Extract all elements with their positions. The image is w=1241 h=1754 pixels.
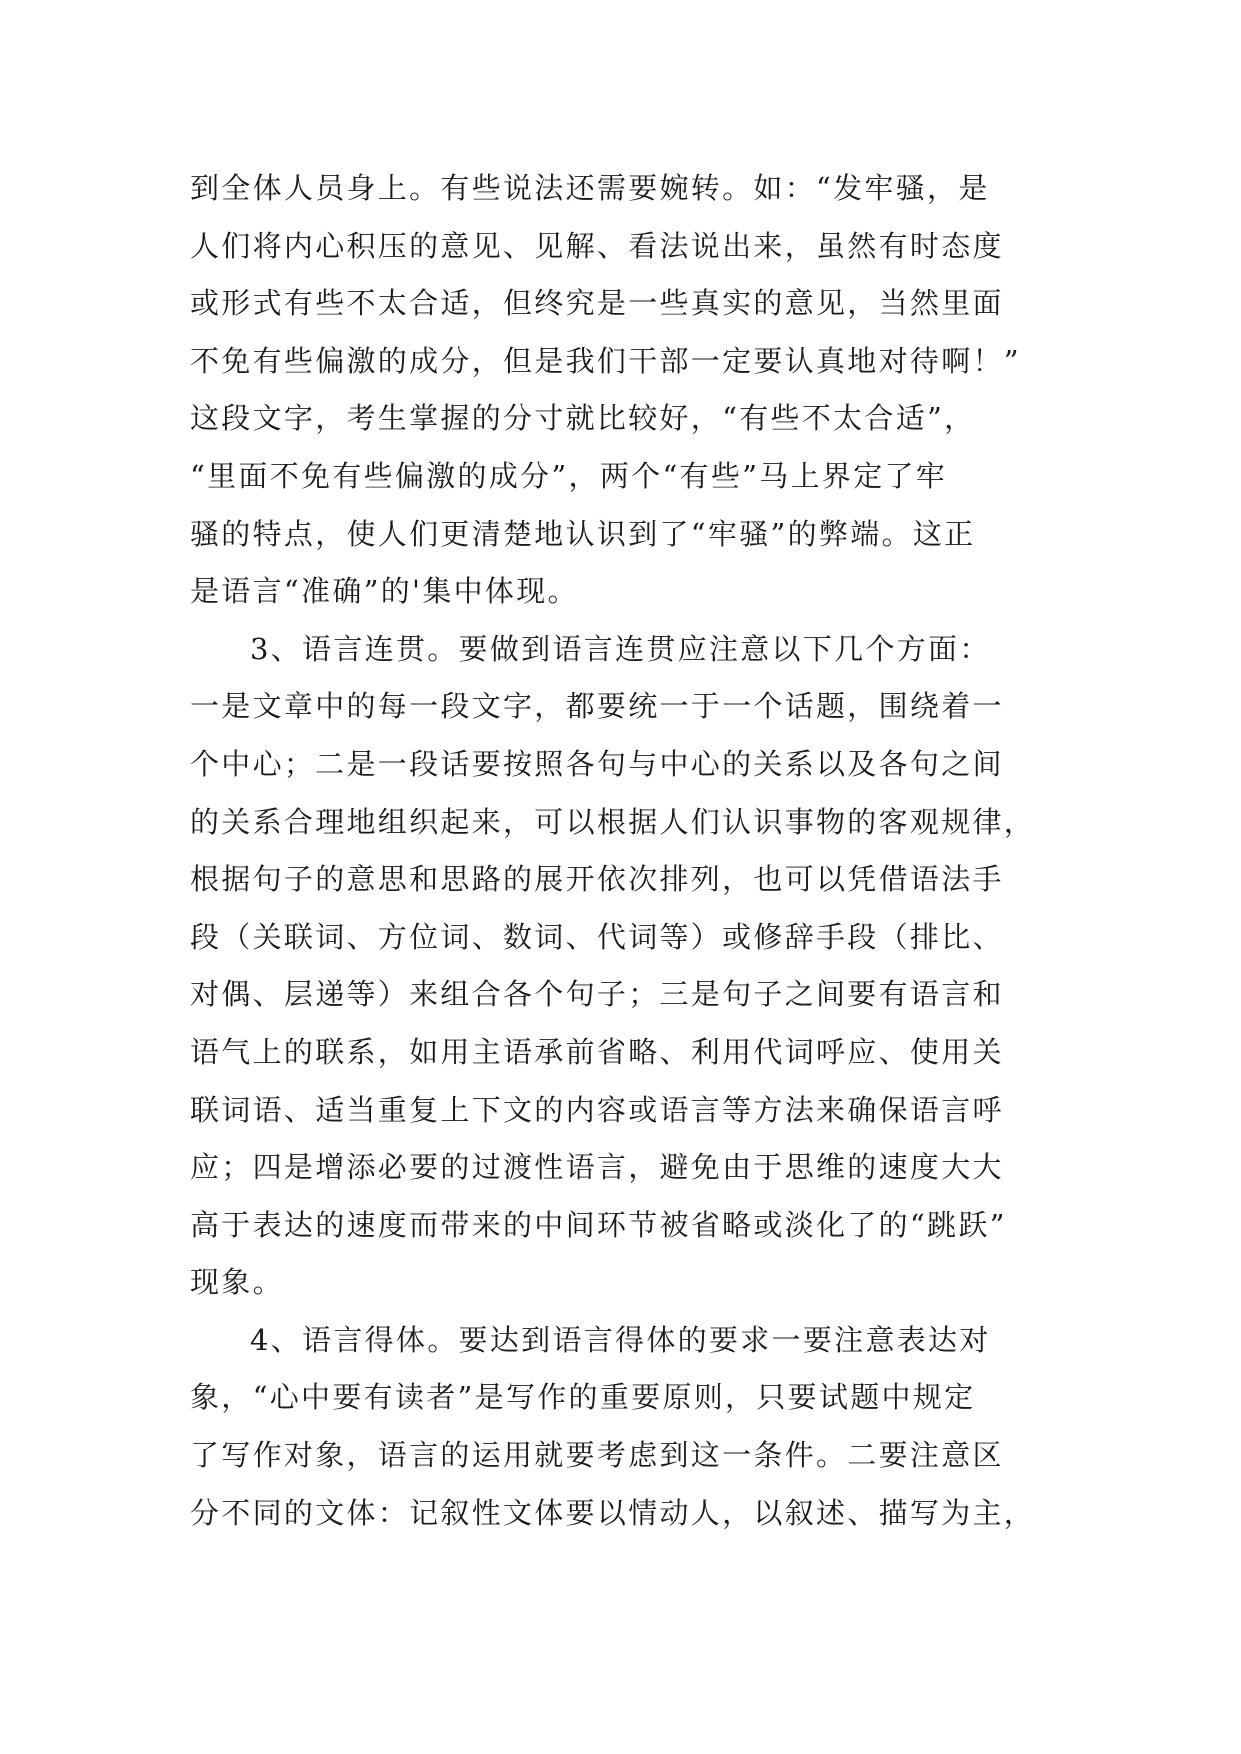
paragraph-heading-4: 4、语言得体。要达到语言得体的要求一要注意表达对 — [250, 1322, 991, 1357]
paragraph-heading-3: 3、语言连贯。要做到语言连贯应注意以下几个方面： — [250, 631, 991, 666]
text-line: 是语言“准确”的'集中体现。 — [190, 574, 579, 609]
text-line: 人们将内心积压的意见、见解、看法说出来，虽然有时态度 — [190, 228, 1004, 263]
text-line: 联词语、适当重复上下文的内容或语言等方法来确保语言呼 — [190, 1092, 1004, 1127]
text-line: 个中心；二是一段话要按照各句与中心的关系以及各句之间 — [190, 746, 1004, 781]
text-line: 语气上的联系，如用主语承前省略、利用代词呼应、使用关 — [190, 1034, 1004, 1069]
text-line: 现象。 — [190, 1265, 284, 1300]
text-line: 或形式有些不太合适，但终究是一些真实的意见，当然里面 — [190, 286, 1004, 321]
body-text — [190, 160, 1080, 1542]
text-line: 根据句子的意思和思路的展开依次排列，也可以凭借语法手 — [190, 862, 1004, 897]
text-line: 了写作对象，语言的运用就要考虑到这一条件。二要注意区 — [190, 1438, 1004, 1473]
text-line: 应；四是增添必要的过渡性语言，避免由于思维的速度大大 — [190, 1150, 1004, 1185]
text-line: 不免有些偏激的成分，但是我们干部一定要认真地对待啊！” — [190, 343, 1021, 378]
text-line: 一是文章中的每一段文字，都要统一于一个话题，围绕着一 — [190, 689, 1004, 724]
text-line: “里面不免有些偏激的成分”，两个“有些”马上界定了牢 — [190, 458, 948, 493]
text-line: 段（关联词、方位词、数词、代词等）或修辞手段（排比、 — [190, 919, 1004, 954]
text-line: 高于表达的速度而带来的中间环节被省略或淡化了的“跳跃” — [190, 1207, 1007, 1242]
text-line: 分不同的文体：记叙性文体要以情动人，以叙述、描写为主， — [190, 1495, 1036, 1530]
text-line: 对偶、层递等）来组合各个句子；三是句子之间要有语言和 — [190, 977, 1004, 1012]
text-line: 到全体人员身上。有些说法还需要婉转。如：“发牢骚，是 — [190, 171, 990, 205]
text-line: 的关系合理地组织起来，可以根据人们认识事物的客观规律， — [190, 804, 1036, 839]
text-line: 骚的特点，使人们更清楚地认识到了“牢骚”的弊端。这正 — [190, 516, 976, 551]
text-line: 这段文字，考生掌握的分寸就比较好，“有些不太合适”， — [190, 401, 976, 436]
text-line: 象，“心中要有读者”是写作的重要原则，只要试题中规定 — [190, 1380, 976, 1415]
